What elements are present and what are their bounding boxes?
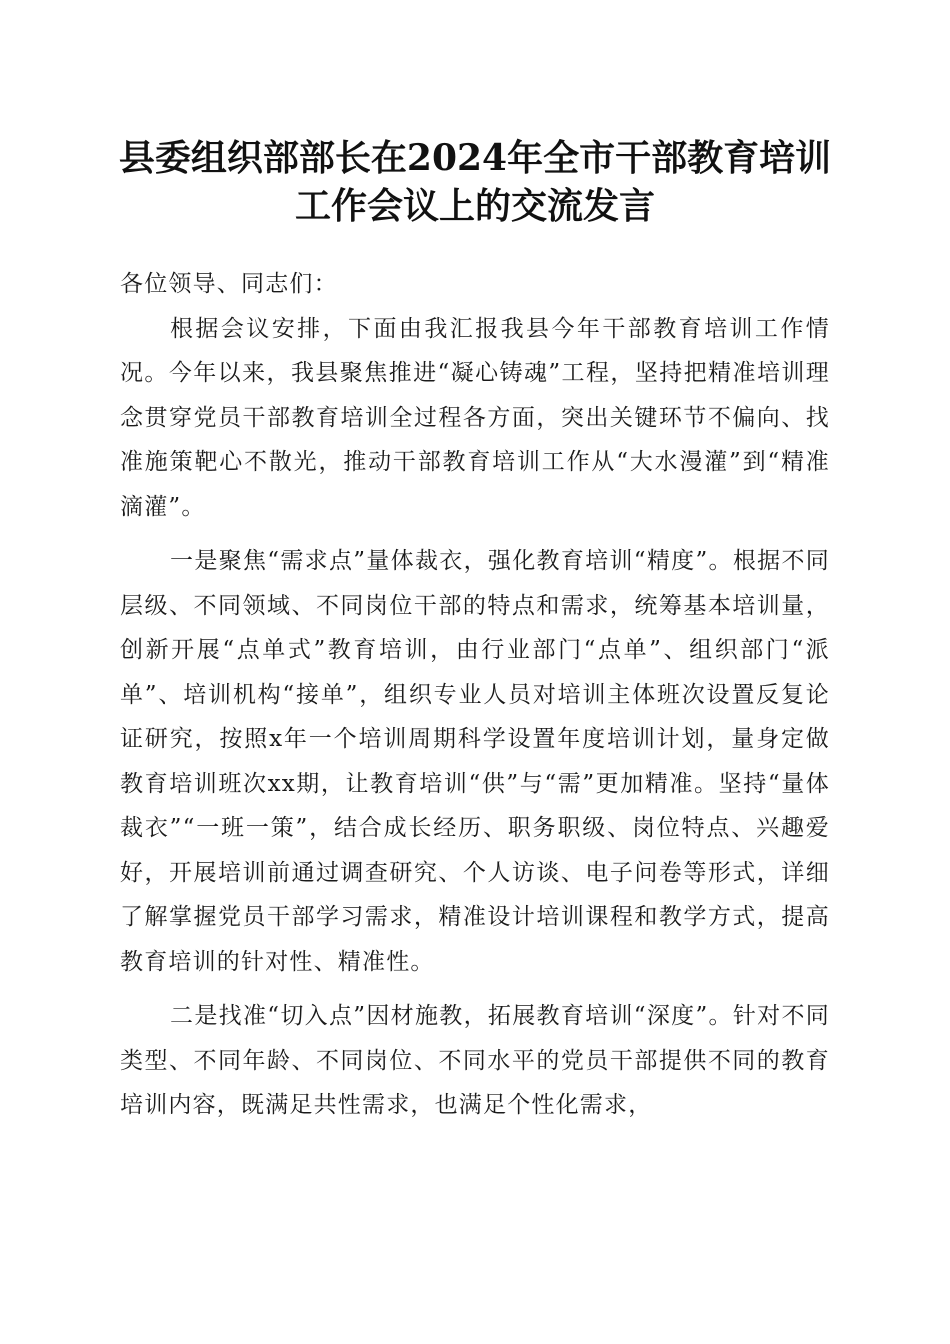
paragraph-point-two: 二是找准“切入点”因材施教，拓展教育培训“深度”。针对不同类型、不同年龄、不同岗位、不同水平的党员干部提供不同的教育培训内容，既满足共性需求，也满足个性化需求， [120, 1003, 830, 1118]
salutation: 各位领导、同志们： [120, 271, 338, 297]
paragraph-point-one: 一是聚焦“需求点”量体裁衣，强化教育培训“精度”。根据不同层级、不同领域、不同岗位干部的特点和需求，统筹基本培训量，创新开展“点单式”教育培训，由行业部门“点单”、组织部门“派单”、培训机构“接单”，组织专业人员对培训主体班次设置反复论证研究，按照x年一个培训周期科学设置年度培训计划，量身定做教育培训班次xx期，让教育培训“供”与“需”更加精准。坚持“量体裁衣”“一班一策”，结合成长经历、职务职级、岗位特点、兴趣爱好，开展培训前通过调查研究、个人访谈、电子问卷等形式，详细了解掌握党员干部学习需求，精准设计培训课程和教学方式，提高教育培训的针对性、精准性。 [120, 548, 830, 975]
title-line-2: 工作会议上的交流发言 [294, 185, 655, 227]
paragraph-intro: 根据会议安排，下面由我汇报我县今年干部教育培训工作情况。今年以来，我县聚焦推进“凝心铸魂”工程，坚持把精准培训理念贯穿党员干部教育培训全过程各方面，突出关键环节不偏向、找准施策靶心不散光，推动干部教育培训工作从“大水漫灌”到“精准滴灌”。 [120, 315, 830, 520]
document-body [120, 262, 830, 1128]
document-title [100, 134, 850, 230]
title-line-1: 县委组织部部长在2024年全市干部教育培训 [118, 137, 832, 179]
